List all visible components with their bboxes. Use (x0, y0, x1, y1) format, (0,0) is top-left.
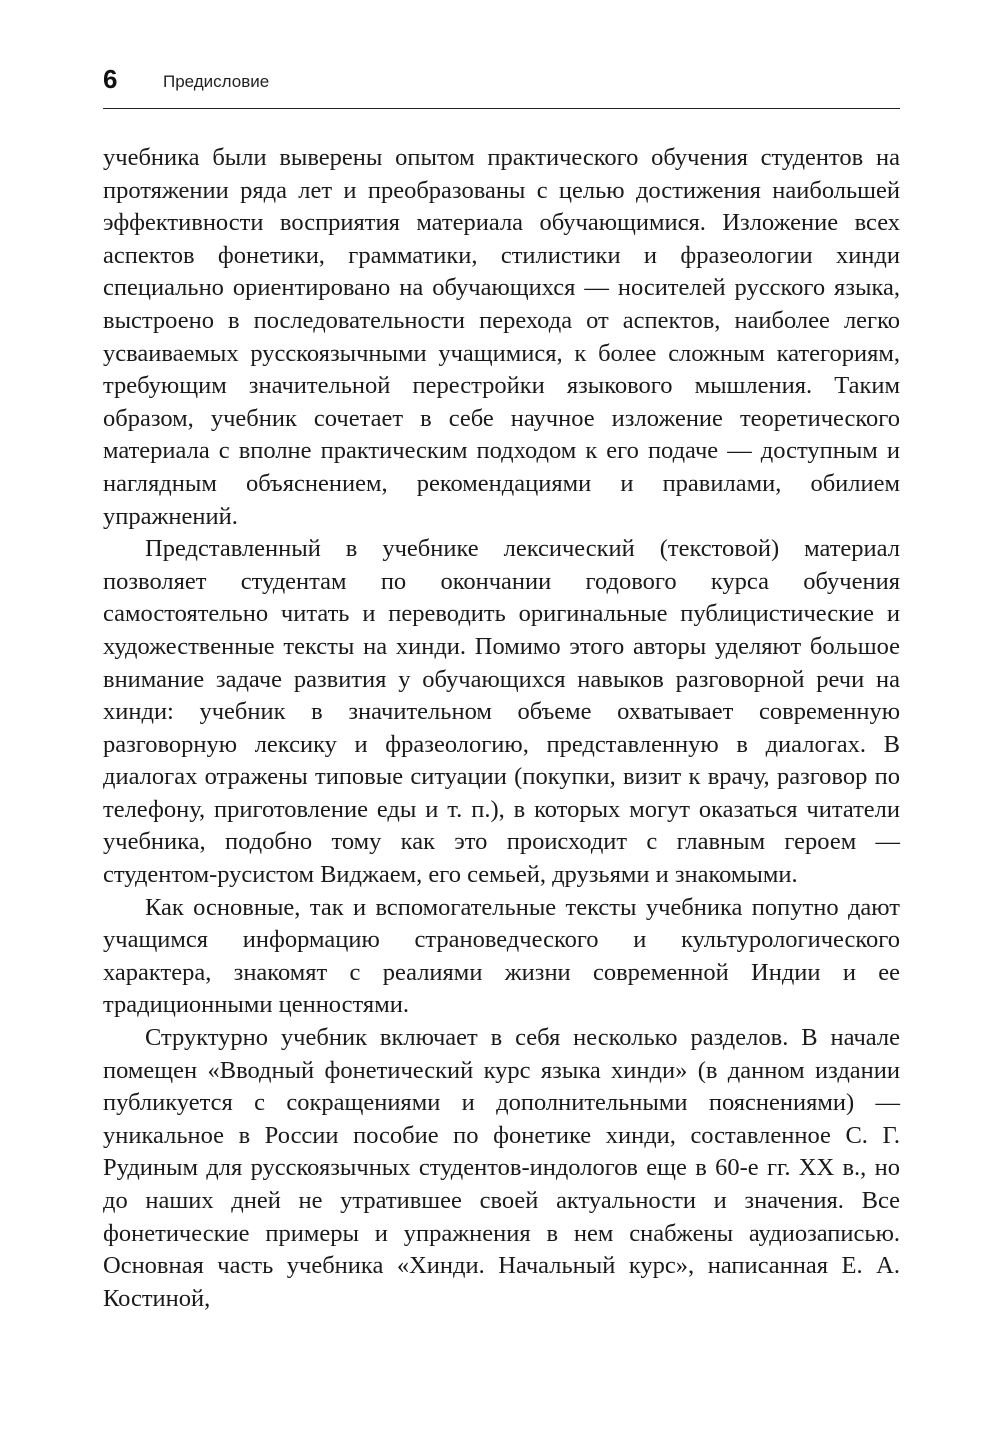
page-header (103, 62, 900, 109)
body-text (103, 142, 900, 1315)
running-title: Предисловие (163, 72, 270, 91)
paragraph: Представленный в учебнике лексический (текстовой) материал позволяет студентам по окончании годового курса обучения самостоятельно читать и переводить оригинальные публицистические и художественные тексты на хинди. Помимо этого авторы уделяют большое внимание задаче развития у обучающихся навыков разговорной речи на хинди: учебник в значительном объеме охватывает современную разговорную лексику и фразеологию, представленную в диалогах. В диалогах отражены типовые ситуации (покупки, визит к врачу, разговор по телефону, приготовление еды и т. п.), в которых могут оказаться читатели учебника, подобно тому как это происходит с главным героем — студентом-русистом Виджаем, его семьей, друзьями и знакомыми. (103, 535, 900, 889)
paragraph: учебника были выверены опытом практического обучения студентов на протяжении ряда лет и преобразованы с целью достижения наибольшей эффективности восприятия материала обучающимися. Изложение всех аспектов фонетики, грамматики, стилистики и фразеологии хинди специально ориентировано на обучающихся — носителей русского языка, выстроено в последовательности перехода от аспектов, наиболее легко усваиваемых русскоязычными учащимися, к более сложным категориям, требующим значительной перестройки языкового мышления. Таким образом, учебник сочетает в себе научное изложение теоретического материала с вполне практическим подходом к его подаче — доступным и наглядным объяснением, рекомендациями и правилами, обилием упражнений. (103, 144, 900, 530)
paragraph: Как основные, так и вспомогательные тексты учебника попутно дают учащимся информацию страноведческого и культурологического характера, знакомят с реалиями жизни современной Индии и ее традиционными ценностями. (103, 893, 900, 1019)
page-number: 6 (103, 64, 118, 94)
paragraph: Структурно учебник включает в себя несколько разделов. В начале помещен «Вводный фонетический курс языка хинди» (в данном издании публикуется с сокращениями и дополнительными пояснениями) — уникальное в России пособие по фонетике хинди, составленное С. Г. Рудиным для русскоязычных студентов-индологов еще в 60-е гг. XX в., но до наших дней не утратившее своей актуальности и значения. Все фонетические примеры и упражнения в нем снабжены аудиозаписью. Основная часть учебника «Хинди. Начальный курс», написанная Е. А. Костиной, (103, 1024, 900, 1312)
